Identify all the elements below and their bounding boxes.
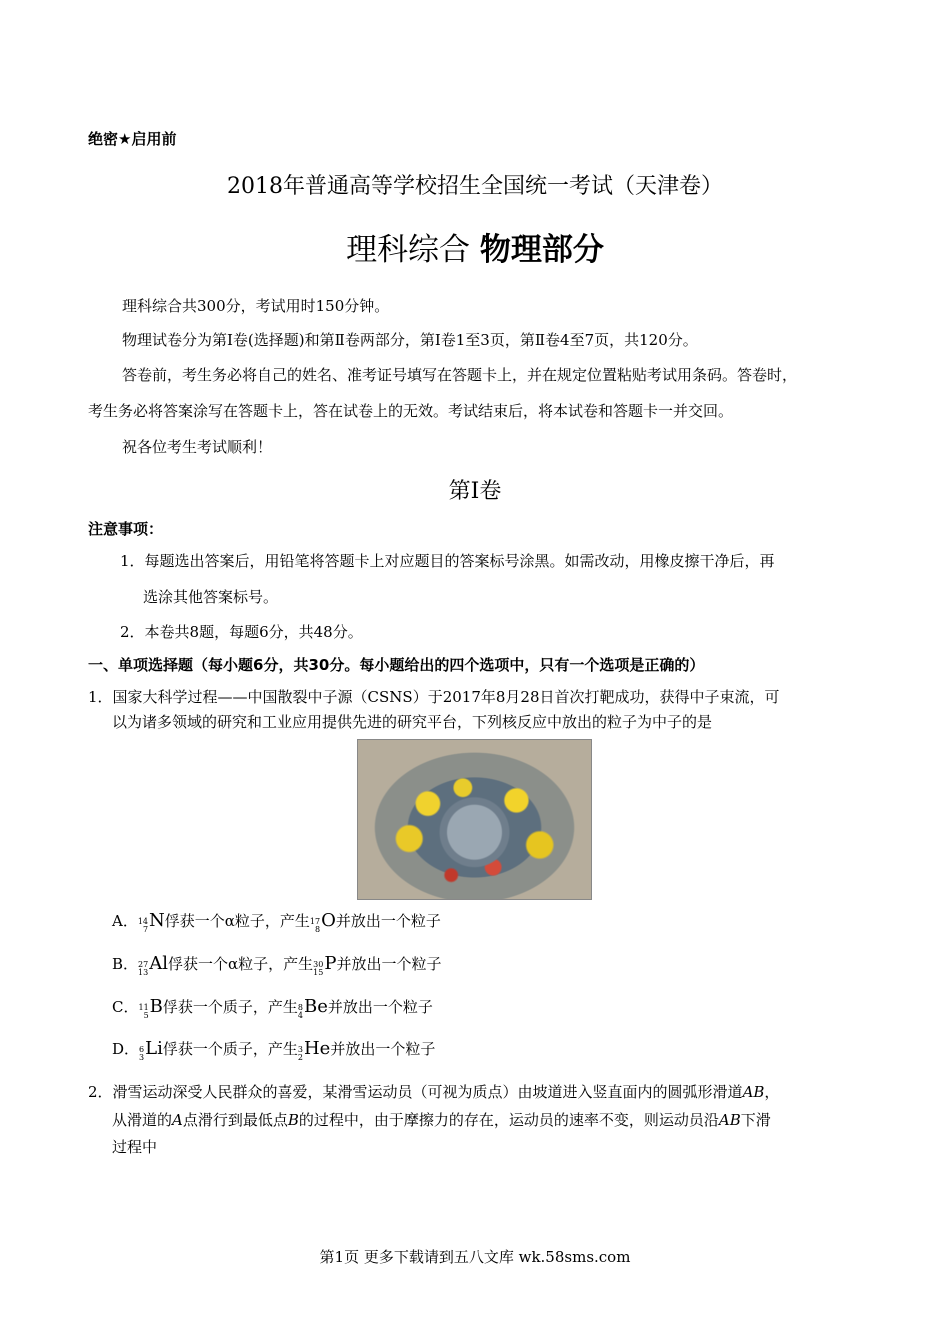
isotope: 27 13 Al — [138, 953, 168, 977]
note-1-line-1: 1．每题选出答案后，用铅笔将答题卡上对应题目的答案标号涂黑。如需改动，用橡皮擦干净后，再 — [120, 552, 775, 570]
subtitle-normal: 理科综合 — [346, 232, 471, 268]
page-footer: 第1页 更多下载请到五八文库 wk.58sms.com — [319, 1248, 631, 1266]
intro-line-2: 物理试卷分为第Ⅰ卷(选择题)和第Ⅱ卷两部分，第Ⅰ卷1至3页，第Ⅱ卷4至7页，共120分。 — [122, 331, 698, 349]
note-1-line-2: 选涂其他答案标号。 — [143, 588, 279, 606]
intro-line-4: 考生务必将答案涂写在答题卡上，答在试卷上的无效。考试结束后，将本试卷和答题卡一并交回。 — [88, 402, 734, 420]
q2-line-3: 过程中 — [112, 1138, 158, 1156]
note-2: 2．本卷共8题，每题6分，共48分。 — [120, 623, 363, 641]
csns-photo — [357, 739, 592, 900]
q1-line-2: 以为诸多领域的研究和工业应用提供先进的研究平台，下列核反应中放出的粒子为中子的是 — [112, 713, 713, 731]
isotope: 6 3 Li — [139, 1038, 163, 1062]
intro-line-5: 祝各位考生考试顺利！ — [122, 438, 273, 456]
isotope: 14 7 N — [137, 910, 165, 934]
intro-line-3: 答卷前，考生务必将自己的姓名、准考证号填写在答题卡上，并在规定位置粘贴考试用条码。答卷时， — [122, 366, 798, 384]
section-heading: 一、单项选择题（每小题6分，共30分。每小题给出的四个选项中，只有一个选项是正确的） — [88, 656, 705, 674]
volume-title: 第Ⅰ卷 — [448, 479, 502, 504]
q2-line-1: 2．滑雪运动深受人民群众的喜爱，某滑雪运动员（可视为质点）由坡道进入竖直面内的圆弧形滑道AB， — [88, 1083, 780, 1101]
intro-line-1: 理科综合共300分，考试用时150分钟。 — [122, 297, 390, 315]
confidential-mark: 绝密★启用前 — [88, 130, 177, 148]
exam-title: 2018年普通高等学校招生全国统一考试（天津卷） — [227, 174, 723, 199]
subtitle-bold: 物理部分 — [479, 232, 604, 268]
q1-option-b[interactable]: B． 27 13 Al俘获一个α粒子，产生 30 15 P并放出一个粒子 — [112, 953, 442, 977]
isotope: 8 4 Be — [297, 996, 328, 1020]
isotope: 30 15 P — [313, 953, 337, 977]
q1-option-c[interactable]: C． 11 5 B俘获一个质子，产生 8 4 Be并放出一个粒子 — [112, 996, 433, 1020]
exam-subtitle — [0, 224, 950, 269]
isotope: 3 2 He — [297, 1038, 331, 1062]
q1-option-a[interactable]: A． 14 7 N俘获一个α粒子，产生 17 8 O并放出一个粒子 — [112, 910, 441, 934]
notes-heading: 注意事项： — [88, 520, 164, 538]
isotope: 11 5 B — [138, 996, 163, 1020]
q2-line-2: 从滑道的A点滑行到最低点B的过程中，由于摩擦力的存在，运动员的速率不变，则运动员沿AB下滑 — [112, 1111, 771, 1129]
isotope: 17 8 O — [309, 910, 336, 934]
q1-line-1: 1．国家大科学过程——中国散裂中子源（CSNS）于2017年8月28日首次打靶成功，获得中子束流，可 — [88, 688, 780, 706]
q1-option-d[interactable]: D． 6 3 Li俘获一个质子，产生 3 2 He并放出一个粒子 — [112, 1038, 436, 1062]
